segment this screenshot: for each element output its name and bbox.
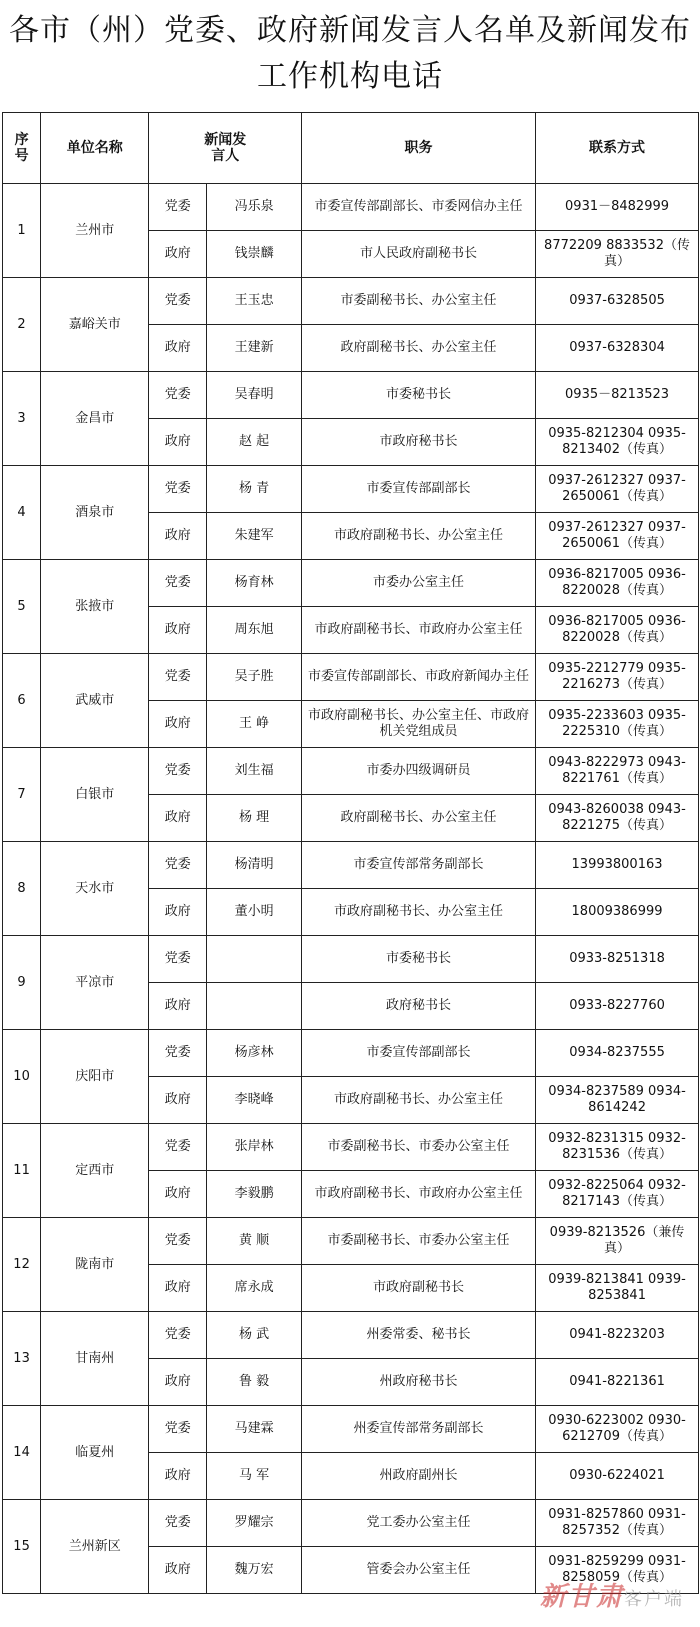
cell-type: 政府	[149, 701, 207, 748]
cell-position: 市政府秘书长	[302, 419, 536, 466]
cell-type: 党委	[149, 372, 207, 419]
cell-contact: 0934-8237589 0934-8614242	[536, 1077, 699, 1124]
table-row	[3, 1500, 699, 1547]
cell-person: 王 峥	[207, 701, 302, 748]
cell-person: 魏万宏	[207, 1547, 302, 1594]
cell-no: 8	[3, 842, 41, 936]
table-row	[3, 372, 699, 419]
header-contact: 联系方式	[536, 113, 699, 184]
cell-position: 市委副秘书长、市委办公室主任	[302, 1218, 536, 1265]
cell-contact: 0941-8221361	[536, 1359, 699, 1406]
cell-person: 赵 起	[207, 419, 302, 466]
cell-type: 政府	[149, 513, 207, 560]
cell-no: 2	[3, 278, 41, 372]
cell-contact: 0933-8251318	[536, 936, 699, 983]
cell-person: 马建霖	[207, 1406, 302, 1453]
cell-person: 李毅鹏	[207, 1171, 302, 1218]
cell-no: 1	[3, 184, 41, 278]
cell-person: 杨 武	[207, 1312, 302, 1359]
cell-position: 市人民政府副秘书长	[302, 231, 536, 278]
cell-no: 6	[3, 654, 41, 748]
cell-no: 5	[3, 560, 41, 654]
cell-person	[207, 936, 302, 983]
cell-type: 政府	[149, 889, 207, 936]
header-row	[3, 113, 699, 184]
table-row	[3, 654, 699, 701]
cell-position: 政府副秘书长、办公室主任	[302, 795, 536, 842]
header-spokesman: 新闻发言人	[149, 113, 302, 184]
cell-position: 市政府副秘书长、市政府办公室主任	[302, 1171, 536, 1218]
cell-contact: 0931－8482999	[536, 184, 699, 231]
cell-contact: 13993800163	[536, 842, 699, 889]
cell-person: 吴春明	[207, 372, 302, 419]
cell-unit-name: 嘉峪关市	[41, 278, 149, 372]
table-row	[3, 936, 699, 983]
header-unit: 单位名称	[41, 113, 149, 184]
cell-type: 政府	[149, 1359, 207, 1406]
cell-contact: 0937-6328505	[536, 278, 699, 325]
cell-contact: 0933-8227760	[536, 983, 699, 1030]
cell-no: 15	[3, 1500, 41, 1594]
cell-position: 政府秘书长	[302, 983, 536, 1030]
cell-type: 党委	[149, 842, 207, 889]
cell-no: 4	[3, 466, 41, 560]
cell-unit-name: 白银市	[41, 748, 149, 842]
cell-type: 政府	[149, 983, 207, 1030]
cell-position: 州委宣传部常务副部长	[302, 1406, 536, 1453]
cell-position: 市委副秘书长、办公室主任	[302, 278, 536, 325]
cell-position: 市委宣传部副部长	[302, 466, 536, 513]
cell-contact: 0943-8260038 0943-8221275（传真）	[536, 795, 699, 842]
cell-unit-name: 金昌市	[41, 372, 149, 466]
cell-contact: 0934-8237555	[536, 1030, 699, 1077]
cell-person: 杨彦林	[207, 1030, 302, 1077]
cell-unit-name: 陇南市	[41, 1218, 149, 1312]
cell-person: 鲁 毅	[207, 1359, 302, 1406]
cell-unit-name: 临夏州	[41, 1406, 149, 1500]
cell-person: 董小明	[207, 889, 302, 936]
cell-position: 政府副秘书长、办公室主任	[302, 325, 536, 372]
cell-position: 市委副秘书长、市委办公室主任	[302, 1124, 536, 1171]
cell-type: 政府	[149, 1077, 207, 1124]
cell-no: 7	[3, 748, 41, 842]
cell-contact: 0936-8217005 0936-8220028（传真）	[536, 560, 699, 607]
cell-person: 杨清明	[207, 842, 302, 889]
cell-type: 政府	[149, 1453, 207, 1500]
cell-person: 张岸林	[207, 1124, 302, 1171]
table-row	[3, 748, 699, 795]
cell-position: 市委宣传部副部长、市委网信办主任	[302, 184, 536, 231]
cell-unit-name: 张掖市	[41, 560, 149, 654]
cell-unit-name: 定西市	[41, 1124, 149, 1218]
cell-no: 11	[3, 1124, 41, 1218]
cell-contact: 0931-8257860 0931-8257352（传真）	[536, 1500, 699, 1547]
cell-contact: 0939-8213841 0939-8253841	[536, 1265, 699, 1312]
cell-type: 党委	[149, 1500, 207, 1547]
table-row	[3, 184, 699, 231]
cell-person: 钱崇麟	[207, 231, 302, 278]
cell-contact: 0930-6224021	[536, 1453, 699, 1500]
cell-person: 罗耀宗	[207, 1500, 302, 1547]
cell-no: 13	[3, 1312, 41, 1406]
cell-unit-name: 酒泉市	[41, 466, 149, 560]
table-row	[3, 1406, 699, 1453]
cell-position: 市委秘书长	[302, 936, 536, 983]
cell-contact: 0943-8222973 0943-8221761（传真）	[536, 748, 699, 795]
cell-person: 吴子胜	[207, 654, 302, 701]
header-no: 序号	[3, 113, 41, 184]
cell-contact: 0941-8223203	[536, 1312, 699, 1359]
cell-no: 9	[3, 936, 41, 1030]
cell-contact: 0935-8212304 0935-8213402（传真）	[536, 419, 699, 466]
cell-type: 党委	[149, 560, 207, 607]
cell-type: 党委	[149, 748, 207, 795]
cell-position: 市委办四级调研员	[302, 748, 536, 795]
header-position: 职务	[302, 113, 536, 184]
cell-position: 市委宣传部副部长	[302, 1030, 536, 1077]
cell-position: 市政府副秘书长	[302, 1265, 536, 1312]
spokesman-table	[2, 112, 699, 1594]
cell-type: 党委	[149, 184, 207, 231]
cell-position: 市政府副秘书长、办公室主任	[302, 1077, 536, 1124]
cell-type: 党委	[149, 654, 207, 701]
cell-contact: 0935-2233603 0935-2225310（传真）	[536, 701, 699, 748]
cell-contact: 0930-6223002 0930-6212709（传真）	[536, 1406, 699, 1453]
document-title: 各市（州）党委、政府新闻发言人名单及新闻发布工作机构电话	[9, 13, 691, 94]
cell-type: 党委	[149, 1218, 207, 1265]
cell-type: 党委	[149, 1406, 207, 1453]
cell-position: 州政府秘书长	[302, 1359, 536, 1406]
cell-type: 政府	[149, 607, 207, 654]
cell-position: 市政府副秘书长、办公室主任	[302, 889, 536, 936]
table-row	[3, 278, 699, 325]
cell-person: 杨 青	[207, 466, 302, 513]
cell-position: 市政府副秘书长、市政府办公室主任	[302, 607, 536, 654]
cell-no: 12	[3, 1218, 41, 1312]
cell-contact: 0937-6328304	[536, 325, 699, 372]
cell-contact: 8772209 8833532（传真）	[536, 231, 699, 278]
cell-type: 政府	[149, 1265, 207, 1312]
cell-person: 黄 顺	[207, 1218, 302, 1265]
cell-type: 党委	[149, 278, 207, 325]
cell-contact: 18009386999	[536, 889, 699, 936]
cell-unit-name: 平凉市	[41, 936, 149, 1030]
cell-contact: 0935-2212779 0935-2216273（传真）	[536, 654, 699, 701]
cell-type: 党委	[149, 936, 207, 983]
cell-position: 市政府副秘书长、办公室主任	[302, 513, 536, 560]
watermark-brand: 新甘肃	[539, 1582, 624, 1612]
cell-type: 政府	[149, 231, 207, 278]
table-row	[3, 1312, 699, 1359]
cell-contact: 0937-2612327 0937-2650061（传真）	[536, 466, 699, 513]
cell-type: 政府	[149, 1171, 207, 1218]
watermark-suffix: 客户端	[624, 1589, 684, 1610]
cell-unit-name: 兰州新区	[41, 1500, 149, 1594]
cell-person: 李晓峰	[207, 1077, 302, 1124]
cell-person: 杨 理	[207, 795, 302, 842]
cell-contact: 0937-2612327 0937-2650061（传真）	[536, 513, 699, 560]
cell-unit-name: 庆阳市	[41, 1030, 149, 1124]
cell-person: 刘生福	[207, 748, 302, 795]
cell-type: 政府	[149, 419, 207, 466]
table-row	[3, 1030, 699, 1077]
cell-person: 席永成	[207, 1265, 302, 1312]
cell-position: 管委会办公室主任	[302, 1547, 536, 1594]
cell-type: 政府	[149, 795, 207, 842]
cell-unit-name: 甘南州	[41, 1312, 149, 1406]
cell-no: 14	[3, 1406, 41, 1500]
cell-position: 市委宣传部副部长、市政府新闻办主任	[302, 654, 536, 701]
cell-contact: 0931-8259299 0931-8258059（传真）	[536, 1547, 699, 1594]
table-row	[3, 560, 699, 607]
cell-unit-name: 兰州市	[41, 184, 149, 278]
cell-position: 州委常委、秘书长	[302, 1312, 536, 1359]
cell-contact: 0932-8231315 0932-8231536（传真）	[536, 1124, 699, 1171]
cell-person: 王建新	[207, 325, 302, 372]
cell-position: 州政府副州长	[302, 1453, 536, 1500]
cell-person: 冯乐泉	[207, 184, 302, 231]
cell-position: 市政府副秘书长、办公室主任、市政府机关党组成员	[302, 701, 536, 748]
cell-person: 朱建军	[207, 513, 302, 560]
cell-type: 党委	[149, 466, 207, 513]
cell-position: 党工委办公室主任	[302, 1500, 536, 1547]
cell-person: 马 军	[207, 1453, 302, 1500]
cell-person: 杨育林	[207, 560, 302, 607]
cell-type: 政府	[149, 325, 207, 372]
cell-position: 市委办公室主任	[302, 560, 536, 607]
cell-contact: 0935－8213523	[536, 372, 699, 419]
cell-contact: 0939-8213526（兼传真）	[536, 1218, 699, 1265]
cell-no: 10	[3, 1030, 41, 1124]
cell-type: 党委	[149, 1030, 207, 1077]
cell-person	[207, 983, 302, 1030]
table-row	[3, 466, 699, 513]
cell-person: 周东旭	[207, 607, 302, 654]
cell-type: 党委	[149, 1124, 207, 1171]
cell-contact: 0936-8217005 0936-8220028（传真）	[536, 607, 699, 654]
table-row	[3, 1124, 699, 1171]
cell-type: 党委	[149, 1312, 207, 1359]
cell-type: 政府	[149, 1547, 207, 1594]
cell-unit-name: 天水市	[41, 842, 149, 936]
cell-position: 市委秘书长	[302, 372, 536, 419]
table-row	[3, 842, 699, 889]
cell-contact: 0932-8225064 0932-8217143（传真）	[536, 1171, 699, 1218]
cell-unit-name: 武威市	[41, 654, 149, 748]
cell-position: 市委宣传部常务副部长	[302, 842, 536, 889]
table-row	[3, 1218, 699, 1265]
cell-no: 3	[3, 372, 41, 466]
cell-person: 王玉忠	[207, 278, 302, 325]
